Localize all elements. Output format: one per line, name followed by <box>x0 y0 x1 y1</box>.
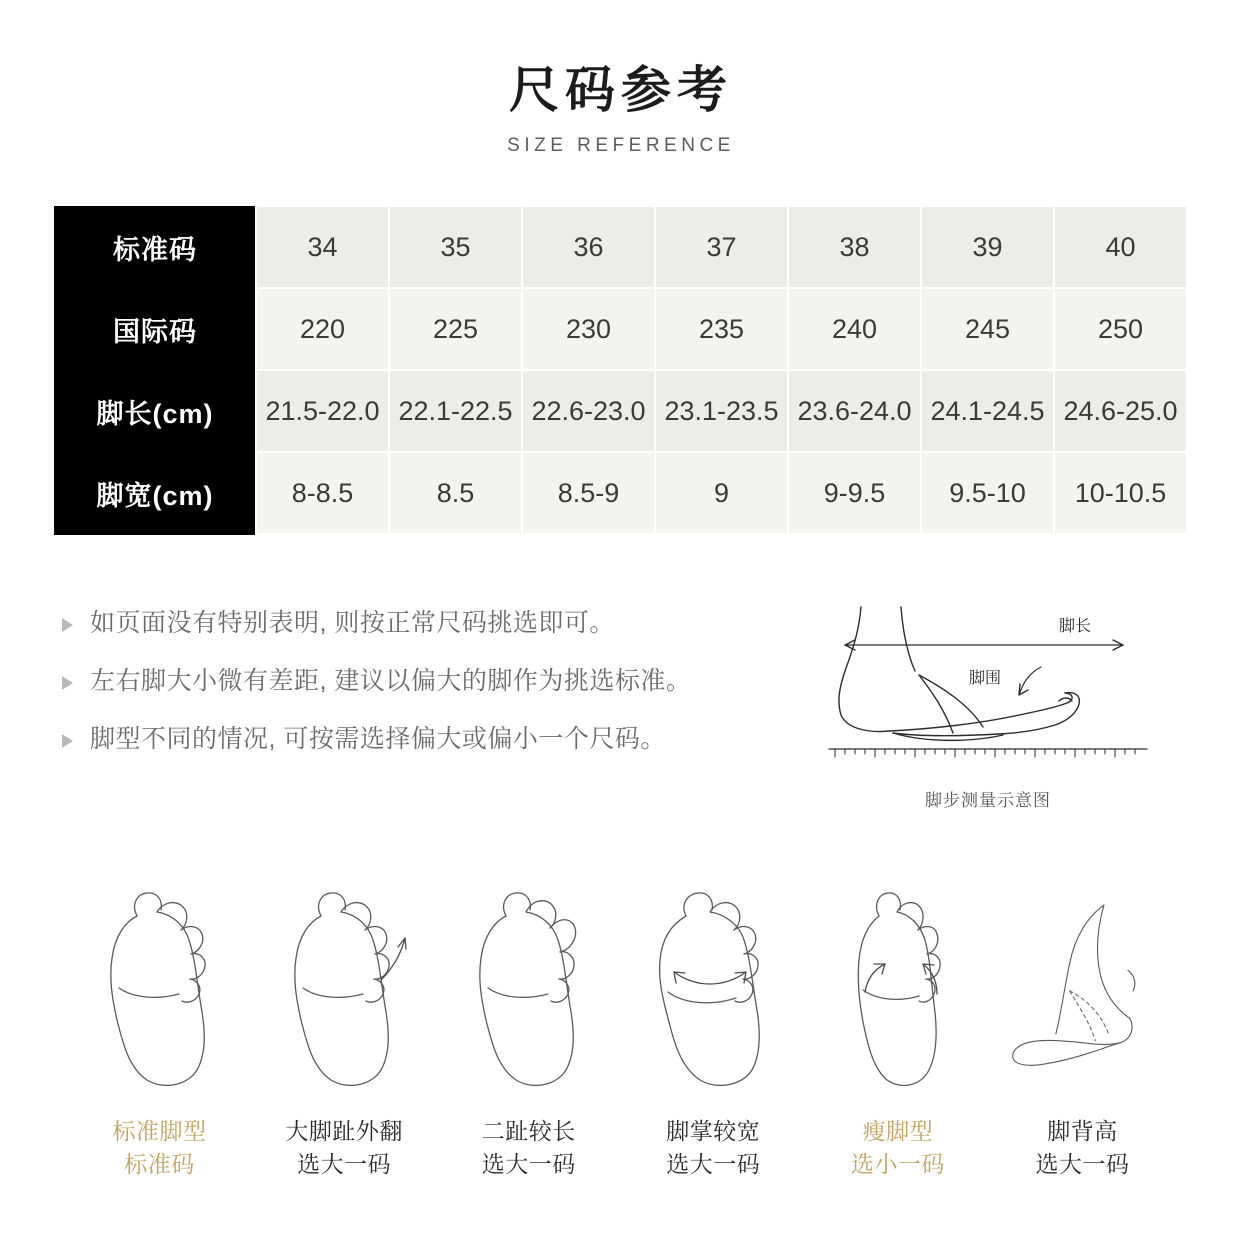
cell: 38 <box>788 206 921 288</box>
foot-type-label-line2: 标准码 <box>124 1151 195 1178</box>
foot-type-label-line1: 瘦脚型 <box>862 1118 934 1144</box>
cell: 8.5 <box>389 452 522 534</box>
list-item <box>62 665 782 699</box>
foot-type-label <box>263 1115 426 1182</box>
foot-type-label-line1: 大脚趾外翻 <box>285 1118 403 1144</box>
foot-type-label-line2: 选大一码 <box>481 1151 576 1178</box>
foot-type-narrow <box>816 867 979 1182</box>
cell: 36 <box>522 206 655 288</box>
cell: 240 <box>788 288 921 370</box>
table-row <box>55 370 1188 452</box>
foot-type-long-second-toe <box>447 867 610 1182</box>
page-subtitle: SIZE REFERENCE <box>507 135 735 156</box>
foot-type-wide <box>632 867 795 1182</box>
triangle-bullet-icon <box>62 676 73 690</box>
foot-type-label-line1: 脚掌较宽 <box>666 1118 761 1144</box>
foot-type-gallery <box>0 867 1242 1182</box>
notes-and-diagram <box>0 597 1242 811</box>
foot-type-standard <box>78 867 241 1182</box>
list-item <box>62 607 782 641</box>
cell: 21.5-22.0 <box>256 370 389 452</box>
diagram-label-girth: 脚围 <box>969 670 1002 687</box>
page-header <box>0 0 1242 157</box>
foot-type-label-line1: 二趾较长 <box>481 1118 576 1144</box>
foot-measure-diagram <box>782 597 1194 811</box>
foot-bunion-icon <box>263 867 426 1097</box>
foot-type-label-line1: 标准脚型 <box>112 1118 207 1144</box>
size-table <box>54 205 1188 535</box>
foot-type-label-line2: 选大一码 <box>1035 1151 1130 1178</box>
cell: 22.1-22.5 <box>389 370 522 452</box>
cell: 245 <box>921 288 1054 370</box>
foot-type-label <box>447 1115 610 1182</box>
note-text: 如页面没有特别表明, 则按正常尺码挑选即可。 <box>90 609 615 637</box>
cell: 8.5-9 <box>522 452 655 534</box>
triangle-bullet-icon <box>62 618 73 632</box>
foot-type-label <box>1001 1115 1164 1182</box>
table-row <box>55 288 1188 370</box>
foot-long-second-toe-icon <box>447 867 610 1097</box>
cell: 235 <box>655 288 788 370</box>
cell: 230 <box>522 288 655 370</box>
size-table-wrapper <box>54 205 1188 535</box>
cell: 40 <box>1054 206 1187 288</box>
cell: 23.6-24.0 <box>788 370 921 452</box>
foot-wide-icon <box>632 867 795 1097</box>
table-row <box>55 206 1188 288</box>
cell: 8-8.5 <box>256 452 389 534</box>
row-header-standard-size: 标准码 <box>55 206 257 288</box>
foot-type-label-line1: 脚背高 <box>1047 1118 1118 1144</box>
foot-measure-illustration <box>823 597 1153 777</box>
cell: 250 <box>1054 288 1187 370</box>
cell: 9.5-10 <box>921 452 1054 534</box>
cell: 22.6-23.0 <box>522 370 655 452</box>
table-row <box>55 452 1188 534</box>
cell: 34 <box>256 206 389 288</box>
diagram-caption: 脚步测量示意图 <box>925 791 1051 810</box>
foot-type-label <box>632 1115 795 1182</box>
cell: 37 <box>655 206 788 288</box>
foot-type-label <box>78 1115 241 1182</box>
page-title: 尺码参考 <box>509 62 733 118</box>
list-item <box>62 723 782 757</box>
foot-type-bunion <box>263 867 426 1182</box>
cell: 225 <box>389 288 522 370</box>
foot-type-label-line2: 选大一码 <box>297 1151 392 1178</box>
note-text: 脚型不同的情况, 可按需选择偏大或偏小一个尺码。 <box>90 724 666 753</box>
foot-type-label <box>816 1115 979 1182</box>
foot-narrow-icon <box>816 867 979 1097</box>
cell: 24.1-24.5 <box>921 370 1054 452</box>
row-header-foot-width: 脚宽(cm) <box>55 452 257 534</box>
notes-list <box>62 597 782 780</box>
cell: 9 <box>655 452 788 534</box>
cell: 10-10.5 <box>1054 452 1187 534</box>
cell: 35 <box>389 206 522 288</box>
note-text: 左右脚大小微有差距, 建议以偏大的脚作为挑选标准。 <box>90 666 692 695</box>
diagram-label-length: 脚长 <box>1059 618 1092 635</box>
foot-type-high-instep <box>1001 867 1164 1182</box>
cell: 220 <box>256 288 389 370</box>
cell: 24.6-25.0 <box>1054 370 1187 452</box>
row-header-foot-length: 脚长(cm) <box>55 370 257 452</box>
triangle-bullet-icon <box>62 734 73 748</box>
foot-type-label-line2: 选小一码 <box>850 1151 945 1178</box>
cell: 9-9.5 <box>788 452 921 534</box>
foot-type-label-line2: 选大一码 <box>666 1151 761 1178</box>
cell: 23.1-23.5 <box>655 370 788 452</box>
cell: 39 <box>921 206 1054 288</box>
foot-standard-icon <box>78 867 241 1097</box>
foot-high-instep-icon <box>1001 867 1164 1097</box>
row-header-international-size: 国际码 <box>55 288 257 370</box>
